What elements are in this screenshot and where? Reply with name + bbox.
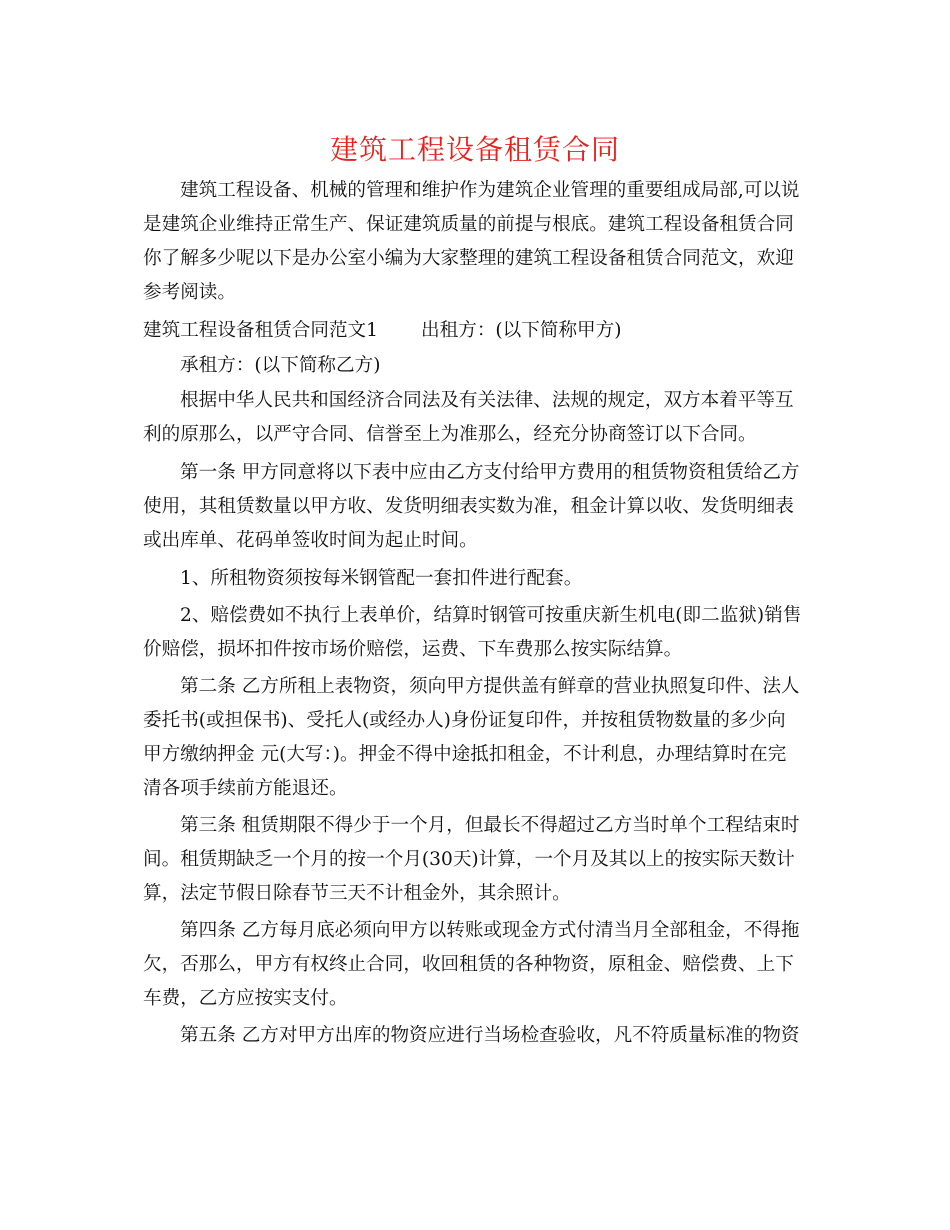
text-line: 承租方：(以下简称乙方) — [180, 355, 381, 376]
document-title: 建筑工程设备租赁合同 — [329, 133, 620, 166]
text-line: 参考阅读。 — [143, 282, 236, 303]
text-line: 清各项手续前方能退还。 — [143, 778, 348, 799]
text-line: 第一条 甲方同意将以下表中应由乙方支付给甲方费用的租赁物资租赁给乙方 — [180, 462, 800, 483]
text-line: 使用，其租赁数量以甲方收、发货明细表实数为准，租金计算以收、发货明细表 — [143, 496, 794, 517]
text-line: 第二条 乙方所租上表物资，须向甲方提供盖有鲜章的营业执照复印件、法人 — [180, 676, 800, 697]
text-line: 第五条 乙方对甲方出库的物资应进行当场检查验收，凡不符质量标准的物资 — [180, 1025, 800, 1046]
text-line: 根据中华人民共和国经济合同法及有关法律、法规的规定，双方本着平等互 — [180, 390, 794, 411]
text-line: 欠，否那么，甲方有权终止合同，收回租赁的各种物资，原租金、赔偿费、上下 — [143, 954, 794, 975]
text-line: 价赔偿，损坏扣件按市场价赔偿，运费、下车费那么按实际结算。 — [143, 639, 683, 660]
item-2-paragraph — [143, 599, 813, 667]
document-body — [143, 174, 813, 1054]
text-line: 委托书(或担保书)、受托人(或经办人)身份证复印件，并按租赁物数量的多少向 — [143, 710, 786, 731]
sample-heading-lessor — [143, 314, 813, 348]
intro-paragraph — [143, 174, 813, 310]
text-line: 是建筑企业维持正常生产、保证建筑质量的前提与根底。建筑工程设备租赁合同 — [143, 214, 794, 235]
text-line: 2、赔偿费如不执行上表单价，结算时钢管可按重庆新生机电(即二监狱)销售 — [180, 605, 802, 626]
text-line: 利的原那么，以严守合同、信誉至上为准那么，经充分协商签订以下合同。 — [143, 424, 757, 445]
item-1-paragraph — [143, 562, 813, 596]
preamble-paragraph — [143, 384, 813, 452]
text-line: 甲方缴纳押金 元(大写：)。押金不得中途抵扣租金，不计利息，办理结算时在完 — [143, 744, 787, 765]
text-line: 或出库单、花码单签收时间为起止时间。 — [143, 530, 478, 551]
text-line: 第四条 乙方每月底必须向甲方以转账或现金方式付清当月全部租金，不得拖 — [180, 920, 800, 941]
lessee-paragraph — [143, 349, 813, 383]
text-line: 建筑工程设备、机械的管理和维护作为建筑企业管理的重要组成局部,可以说 — [180, 180, 800, 201]
article-3-paragraph — [143, 809, 813, 911]
text-line: 车费，乙方应按实支付。 — [143, 988, 348, 1009]
text-line: 1、所租物资须按每米钢管配一套扣件进行配套。 — [180, 568, 583, 589]
text-line: 算，法定节假日除春节三天不计租金外，其余照计。 — [143, 883, 571, 904]
text-line: 第三条 租赁期限不得少于一个月，但最长不得超过乙方当时单个工程结束时 — [180, 815, 800, 836]
article-2-paragraph — [143, 670, 813, 806]
article-5-paragraph — [143, 1019, 813, 1053]
text-line: 间。租赁期缺乏一个月的按一个月(30天)计算，一个月及其以上的按实际天数计 — [143, 849, 795, 870]
text-line: 你了解多少呢以下是办公室小编为大家整理的建筑工程设备租赁合同范文，欢迎 — [143, 248, 794, 269]
article-4-paragraph — [143, 914, 813, 1016]
article-1-paragraph — [143, 456, 813, 558]
text-line: 建筑工程设备租赁合同范文1 出租方：(以下简称甲方) — [143, 320, 622, 341]
